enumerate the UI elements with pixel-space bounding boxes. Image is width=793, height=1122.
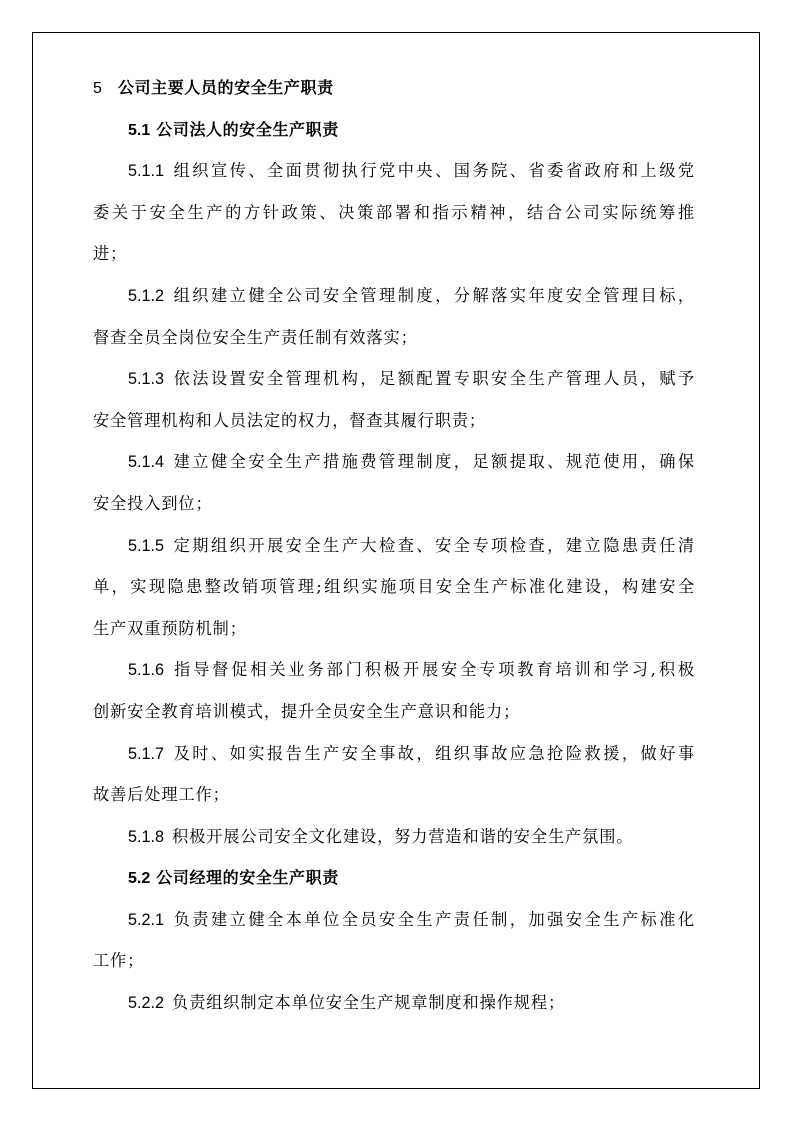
clause-5-1-3 [93,363,695,446]
clause-line [93,530,695,572]
clause-5-2-1 [93,904,695,987]
clause-text: 建立健全安全生产措施费管理制度，足额提取、规范使用，确保 [172,452,695,472]
section-title: 公司主要人员的安全生产职责 [117,78,334,97]
clause-text: 负责组织制定本单位安全生产规章制度和操作规程； [172,993,566,1013]
clause-text: 积极开展公司安全文化建设，努力营造和谐的安全生产氛围。 [172,826,634,846]
clause-line: 生产双重预防机制； [93,618,247,638]
clause-number: 5.1.8 [128,827,165,846]
clause-5-1-8 [93,821,695,863]
clause-text: 组织建立健全公司安全管理制度，分解落实年度安全管理目标， [172,285,695,305]
subsection-title: 公司经理的安全生产职责 [156,868,339,888]
clause-number: 5.1.4 [128,453,165,472]
clause-line: 安全管理机构和人员法定的权力，督查其履行职责； [93,410,487,430]
clause-text: 依法设置安全管理机构，足额配置专职安全生产管理人员，赋予 [172,369,695,389]
clause-line [93,987,695,1029]
clause-line: 督查全员全岗位安全生产责任制有效落实； [93,327,418,347]
document-body [93,72,695,1029]
clause-text: 及时、如实报告生产安全事故，组织事故应急抢险救援，做好事 [172,743,695,763]
subsection-title: 公司法人的安全生产职责 [156,119,339,139]
clause-number: 5.1.3 [128,370,165,389]
clause-number: 5.1.6 [128,661,165,680]
clause-line [93,904,695,946]
clause-5-1-6 [93,654,695,737]
clause-5-1-2 [93,280,695,363]
clause-5-1-1 [93,155,695,280]
clause-number: 5.1.5 [128,536,165,555]
clause-line: 工作； [93,951,145,971]
clause-line [93,446,695,488]
clause-text: 指导督促相关业务部门积极开展安全专项教育培训和学习,积极 [172,660,695,680]
clause-line: 故善后处理工作； [93,785,230,805]
clause-line: 安全投入到位； [93,493,213,513]
clause-5-2-2 [93,987,695,1029]
clause-line [93,654,695,696]
clause-line: 委关于安全生产的方针政策、决策部署和指示精神，结合公司实际统筹推 [93,202,695,222]
clause-line [93,738,695,780]
subsection-number: 5.2 [128,870,151,888]
clause-line [93,155,695,197]
clause-line [93,280,695,322]
clause-number: 5.1.7 [128,744,165,763]
subsection-heading-5-1 [93,114,695,156]
clause-line [93,821,695,863]
clause-5-1-4 [93,446,695,529]
section-number: 5 [93,80,102,97]
subsection-heading-5-2 [93,862,695,904]
clause-text: 组织宣传、全面贯彻执行党中央、国务院、省委省政府和上级党 [172,161,695,181]
clause-line: 进； [93,244,128,264]
clause-line: 单，实现隐患整改销项管理;组织实施项目安全生产标准化建设，构建安全 [93,577,695,597]
clause-number: 5.2.1 [128,910,165,929]
clause-5-1-7 [93,738,695,821]
clause-text: 负责建立健全本单位全员安全生产责任制，加强安全生产标准化 [172,909,695,929]
clause-text: 定期组织开展安全生产大检查、安全专项检查，建立隐患责任清 [172,535,695,555]
clause-line [93,363,695,405]
clause-line: 创新安全教育培训模式，提升全员安全生产意识和能力； [93,701,521,721]
clause-number: 5.1.2 [128,286,165,305]
clause-number: 5.2.2 [128,994,165,1013]
clause-5-1-5 [93,530,695,655]
subsection-number: 5.1 [128,121,151,139]
section-heading-5 [93,72,695,114]
clause-number: 5.1.1 [128,162,165,181]
